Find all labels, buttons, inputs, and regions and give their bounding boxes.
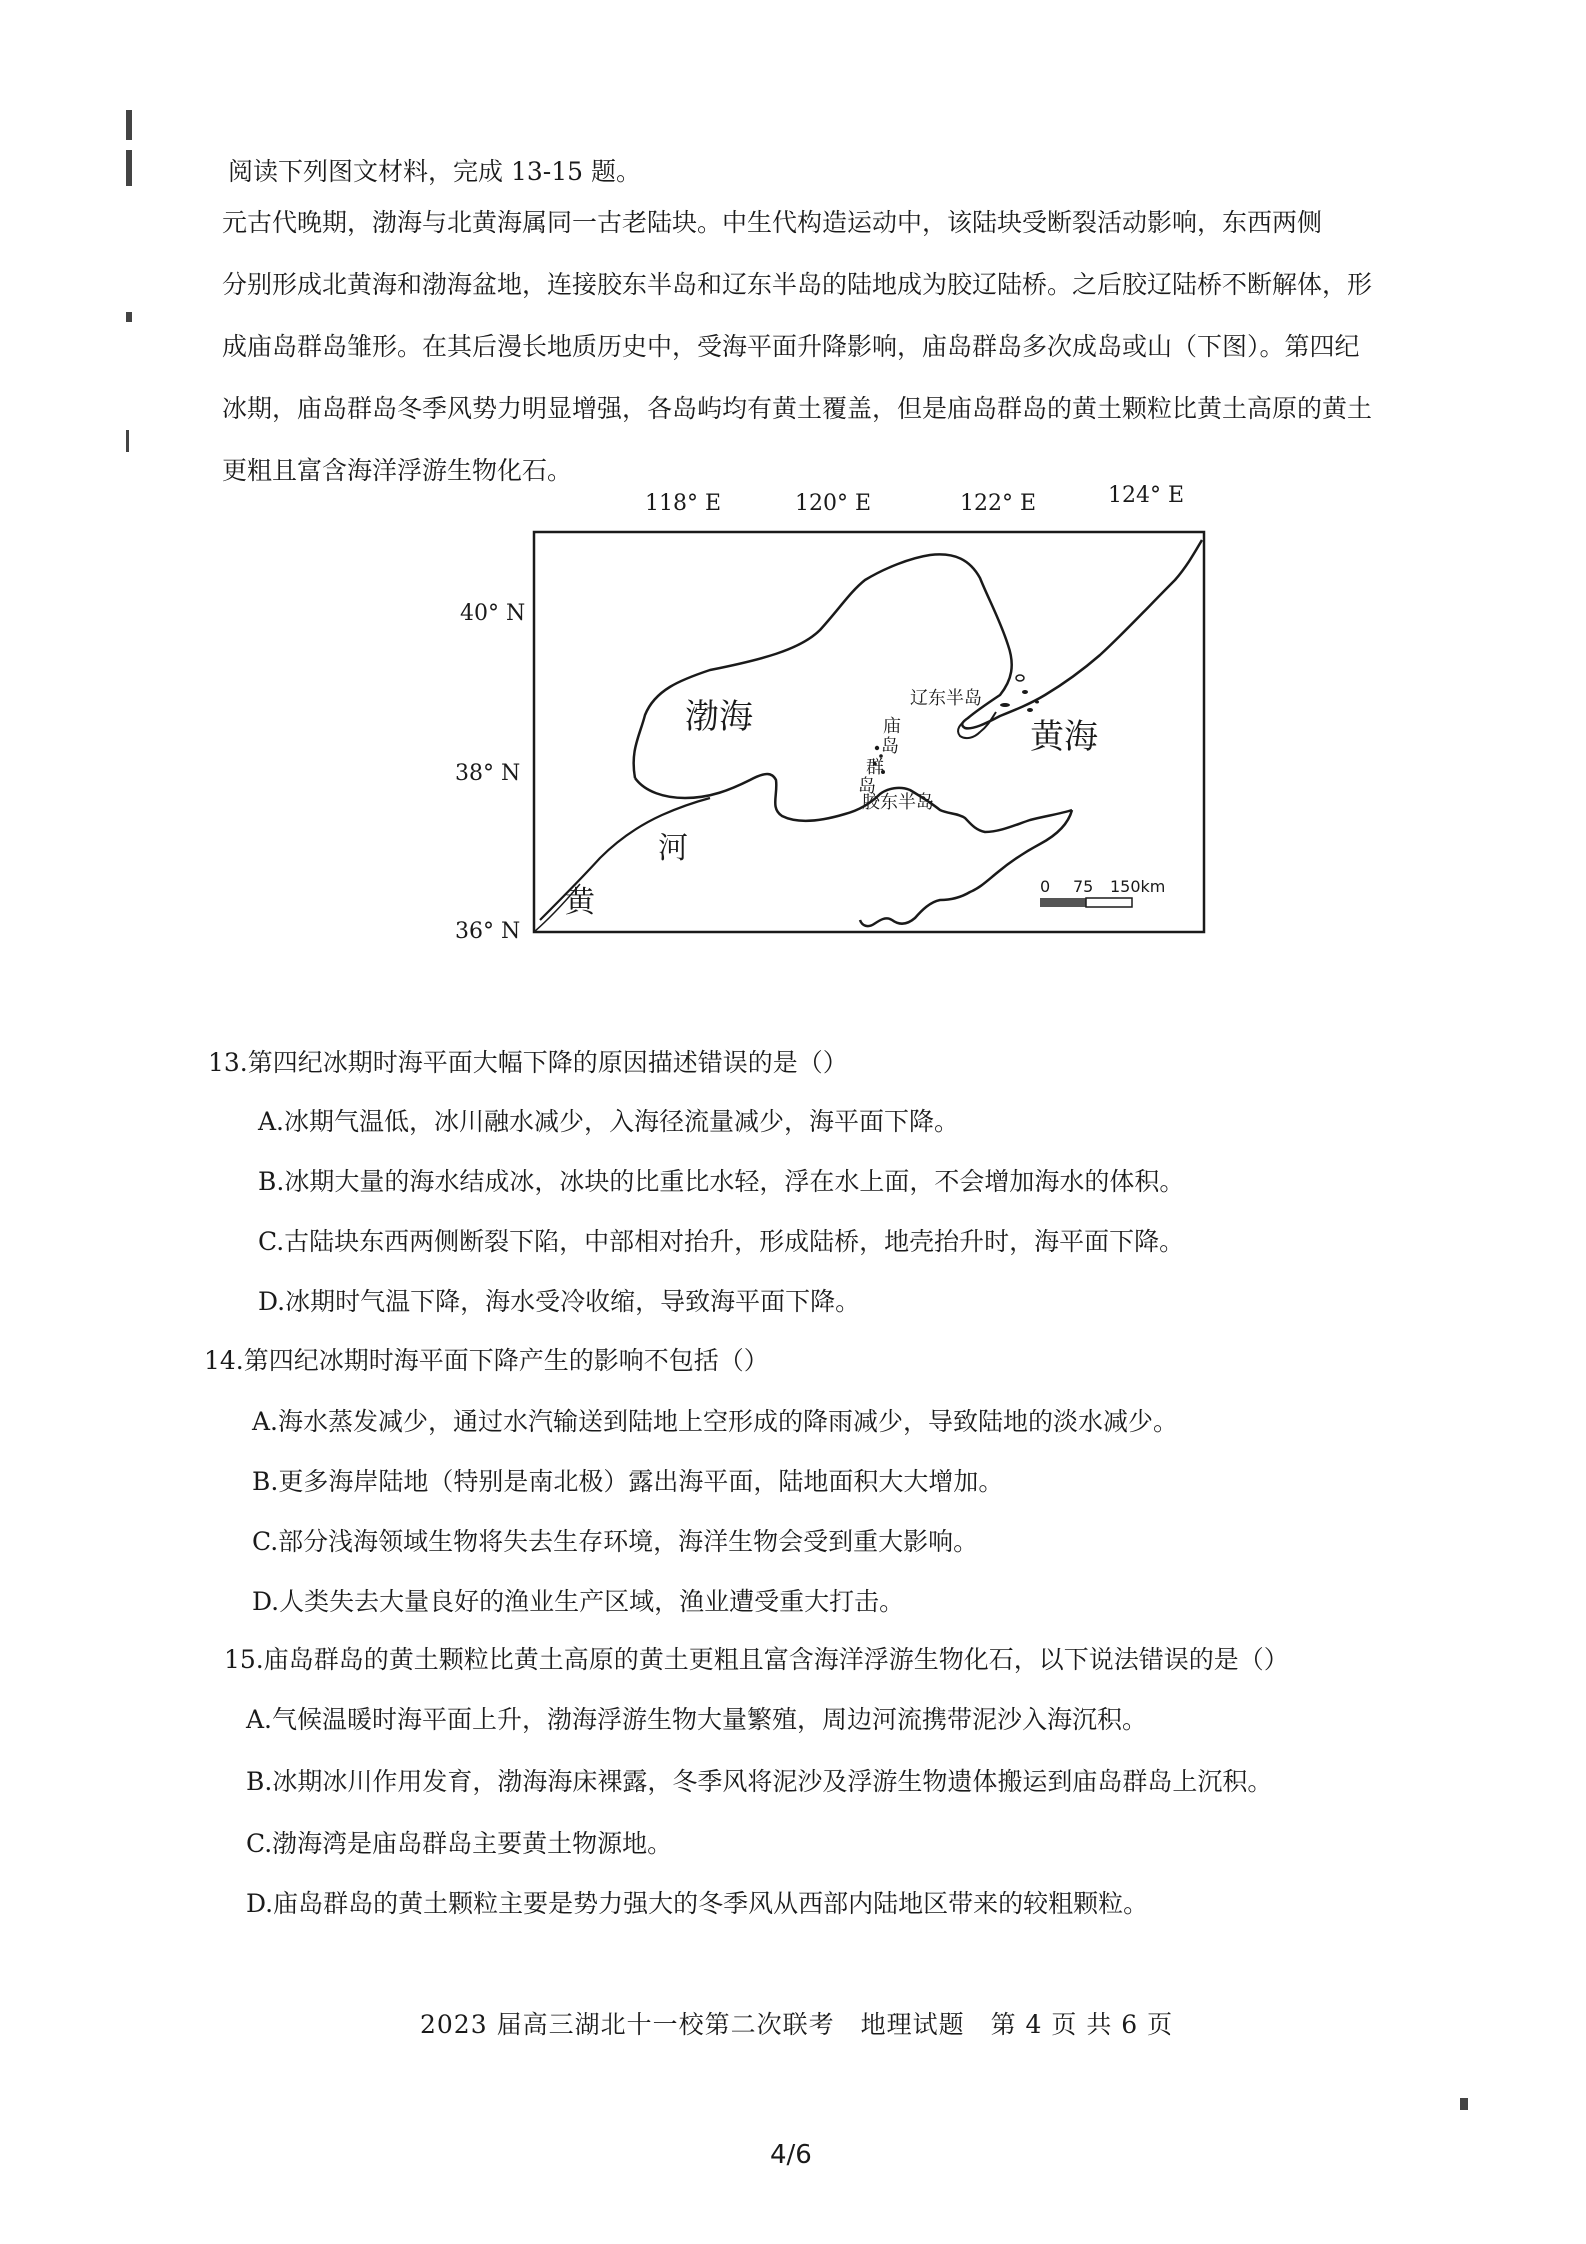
miaodao-label-4: 岛 <box>858 776 876 797</box>
bohai-south-coast <box>635 774 1072 832</box>
liaodong-peninsula-coast <box>958 712 996 738</box>
material-line-4: 冰期，庙岛群岛冬季风势力明显增强，各岛屿均有黄土覆盖，但是庙岛群岛的黄土颗粒比黄土高原的黄土 <box>222 394 1373 423</box>
question-15-option-b: B.冰期冰川作用发育，渤海海床裸露，冬季风将泥沙及浮游生物遗体搬运到庙岛群岛上沉积。 <box>246 1767 1273 1796</box>
bohai-label: 渤海 <box>685 697 753 737</box>
huanghai-label: 黄海 <box>1030 717 1098 757</box>
question-13-option-b: B.冰期大量的海水结成冰，冰块的比重比水轻，浮在水上面，不会增加海水的体积。 <box>258 1167 1185 1196</box>
page-number: 4/6 <box>770 2140 812 2170</box>
miaodao-label-3: 群 <box>866 757 884 778</box>
map-frame <box>534 532 1204 932</box>
margin-mark <box>126 110 132 140</box>
island-dot <box>875 746 879 750</box>
question-14-option-b: B.更多海岸陆地（特别是南北极）露出海平面，陆地面积大大增加。 <box>252 1467 1004 1496</box>
question-15-option-c: C.渤海湾是庙岛群岛主要黄土物源地。 <box>246 1829 673 1858</box>
question-13-option-d: D.冰期时气温下降，海水受冷收缩，导致海平面下降。 <box>258 1287 861 1316</box>
scale-bar-light <box>1086 898 1132 907</box>
question-15-option-a: A.气候温暖时海平面上升，渤海浮游生物大量繁殖，周边河流携带泥沙入海沉积。 <box>246 1705 1148 1734</box>
lon-label-122: 122° E <box>960 491 1037 516</box>
miaodao-label-2: 岛 <box>881 736 899 757</box>
question-13-stem: 13.第四纪冰期时海平面大幅下降的原因描述错误的是（） <box>208 1048 848 1077</box>
question-13-option-c: C.古陆块东西两侧断裂下陷，中部相对抬升，形成陆桥，地壳抬升时，海平面下降。 <box>258 1227 1185 1256</box>
corner-mark <box>1460 2098 1468 2110</box>
lat-label-40: 40° N <box>460 601 526 626</box>
island-dot <box>1022 690 1028 694</box>
question-14-stem: 14.第四纪冰期时海平面下降产生的影响不包括（） <box>204 1346 769 1375</box>
reading-intro: 阅读下列图文材料，完成 13-15 题。 <box>228 157 641 186</box>
question-13-option-a: A.冰期气温低，冰川融水减少，入海径流量减少，海平面下降。 <box>258 1107 960 1136</box>
island-dot <box>1016 675 1024 681</box>
lon-label-118: 118° E <box>645 491 722 516</box>
question-14-option-a: A.海水蒸发减少，通过水汽输送到陆地上空形成的降雨减少，导致陆地的淡水减少。 <box>252 1407 1179 1436</box>
material-line-1: 元古代晚期，渤海与北黄海属同一古老陆块。中生代构造运动中，该陆块受断裂活动影响，东西两侧 <box>222 208 1323 237</box>
lon-label-124: 124° E <box>1108 483 1185 508</box>
scale-label-150: 150km <box>1110 877 1166 896</box>
island-dot <box>1000 703 1010 707</box>
question-15-option-d: D.庙岛群岛的黄土颗粒主要是势力强大的冬季风从西部内陆地区带来的较粗颗粒。 <box>246 1889 1149 1918</box>
jiaodong-label: 胶东半岛 <box>862 792 934 813</box>
question-15-stem: 15.庙岛群岛的黄土颗粒比黄土高原的黄土更粗且富含海洋浮游生物化石，以下说法错误的是（） <box>224 1645 1289 1674</box>
margin-mark <box>126 312 132 322</box>
jiaodong-south-coast <box>860 810 1072 926</box>
bohai-map <box>440 480 1220 960</box>
island-dot <box>1035 701 1039 704</box>
scale-label-75: 75 <box>1073 877 1094 896</box>
lat-label-36: 36° N <box>455 919 521 944</box>
material-line-3: 成庙岛群岛雏形。在其后漫长地质历史中，受海平面升降影响，庙岛群岛多次成岛或山（下图）。第四纪 <box>222 332 1360 361</box>
exam-footer: 2023 届高三湖北十一校第二次联考 地理试题 第 4 页 共 6 页 <box>420 2010 1174 2039</box>
bohai-north-coast <box>634 540 1202 778</box>
margin-mark <box>126 150 132 186</box>
material-line-2: 分别形成北黄海和渤海盆地，连接胶东半岛和辽东半岛的陆地成为胶辽陆桥。之后胶辽陆桥不断解体，形 <box>222 270 1373 299</box>
margin-mark <box>126 430 129 452</box>
miaodao-label-1: 庙 <box>883 716 901 737</box>
question-14-option-d: D.人类失去大量良好的渔业生产区域，渔业遭受重大打击。 <box>252 1587 905 1616</box>
liaodong-label: 辽东半岛 <box>910 688 982 709</box>
lat-label-38: 38° N <box>455 761 521 786</box>
lon-label-120: 120° E <box>795 491 872 516</box>
scale-bar-dark <box>1040 898 1086 907</box>
material-line-5: 更粗且富含海洋浮游生物化石。 <box>222 456 573 485</box>
river-label-he: 河 <box>658 831 688 866</box>
river-label-huang: 黄 <box>565 885 595 920</box>
question-14-option-c: C.部分浅海领域生物将失去生存环境，海洋生物会受到重大影响。 <box>252 1527 979 1556</box>
island-dot <box>1027 708 1033 712</box>
scale-label-0: 0 <box>1040 877 1051 896</box>
